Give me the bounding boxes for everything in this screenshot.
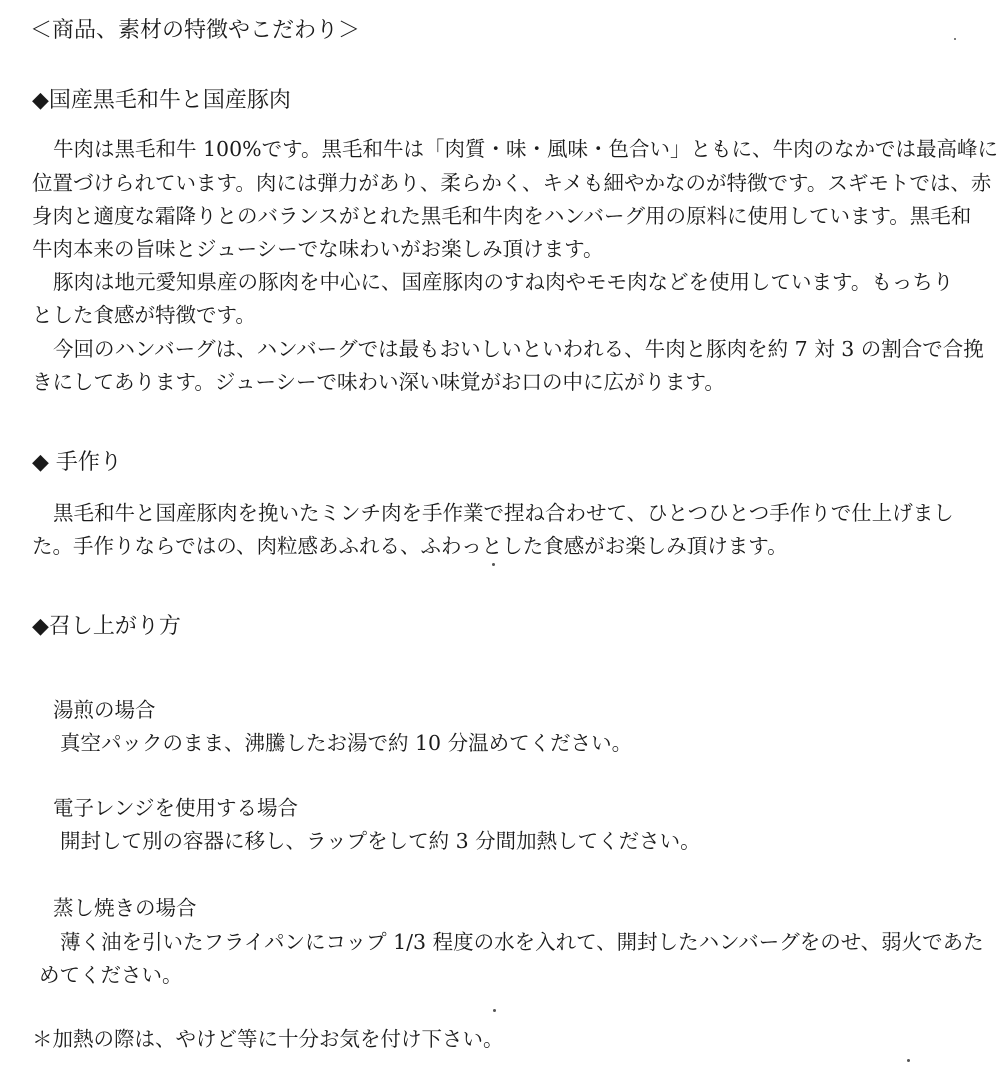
ingredients-line-2: 位置づけられています。肉には弾力があり、柔らかく、キメも細やかなのが特徴です。スギモトでは、赤 bbox=[32, 171, 992, 195]
scan-speck bbox=[954, 38, 956, 40]
method-text-microwave-1: 開封して別の容器に移し、ラップをして約 3 分間加熱してください。 bbox=[60, 829, 701, 853]
section-heading-ingredients: ◆国産黒毛和牛と国産豚肉 bbox=[32, 88, 291, 113]
method-text-steam-2: めてください。 bbox=[39, 963, 183, 987]
ingredients-line-8: きにしてあります。ジューシーで味わい深い味覚がお口の中に広がります。 bbox=[32, 370, 725, 394]
ingredients-line-4: 牛肉本来の旨味とジューシーでな味わいがお楽しみ頂けます。 bbox=[32, 237, 604, 261]
scan-speck bbox=[907, 1059, 910, 1062]
method-text-boil-1: 真空パックのまま、沸騰したお湯で約 10 分温めてください。 bbox=[60, 731, 633, 755]
ingredients-line-5: 豚肉は地元愛知県産の豚肉を中心に、国産豚肉のすね肉やモモ肉などを使用しています。もっちり bbox=[53, 270, 954, 294]
handmade-line-1: 黒毛和牛と国産豚肉を挽いたミンチ肉を手作業で捏ね合わせて、ひとつひとつ手作りで仕上げまし bbox=[53, 501, 954, 525]
handmade-line-2: た。手作りならではの、肉粒感あふれる、ふわっとした食感がお楽しみ頂けます。 bbox=[32, 534, 788, 558]
intro-title: ＜商品、素材の特徴やこだわり＞ bbox=[30, 18, 361, 43]
section-heading-handmade: ◆ 手作り bbox=[32, 450, 122, 475]
method-title-microwave: 電子レンジを使用する場合 bbox=[53, 796, 298, 820]
method-title-steam: 蒸し焼きの場合 bbox=[53, 896, 197, 920]
scan-speck bbox=[493, 1009, 496, 1012]
ingredients-line-7: 今回のハンバーグは、ハンバーグでは最もおいしいといわれる、牛肉と豚肉を約 7 対 3 の割合で合挽 bbox=[53, 337, 984, 361]
section-heading-how-to-eat: ◆召し上がり方 bbox=[32, 614, 181, 639]
ingredients-line-3: 身肉と適度な霜降りとのバランスがとれた黒毛和牛肉をハンバーグ用の原料に使用しています。黒毛和 bbox=[32, 204, 972, 228]
method-text-steam-1: 薄く油を引いたフライパンにコップ 1/3 程度の水を入れて、開封したハンバーグをのせ、弱火であた bbox=[60, 930, 984, 954]
ingredients-line-1: 牛肉は黒毛和牛 100%です。黒毛和牛は「肉質・味・風味・色合い」ともに、牛肉のなかでは最高峰に bbox=[53, 137, 998, 161]
method-title-boil: 湯煎の場合 bbox=[53, 698, 156, 722]
ingredients-line-6: とした食感が特徴です。 bbox=[32, 303, 256, 327]
scan-speck bbox=[492, 563, 495, 566]
caution-note: ＊加熱の際は、やけど等に十分お気を付け下さい。 bbox=[32, 1027, 504, 1051]
